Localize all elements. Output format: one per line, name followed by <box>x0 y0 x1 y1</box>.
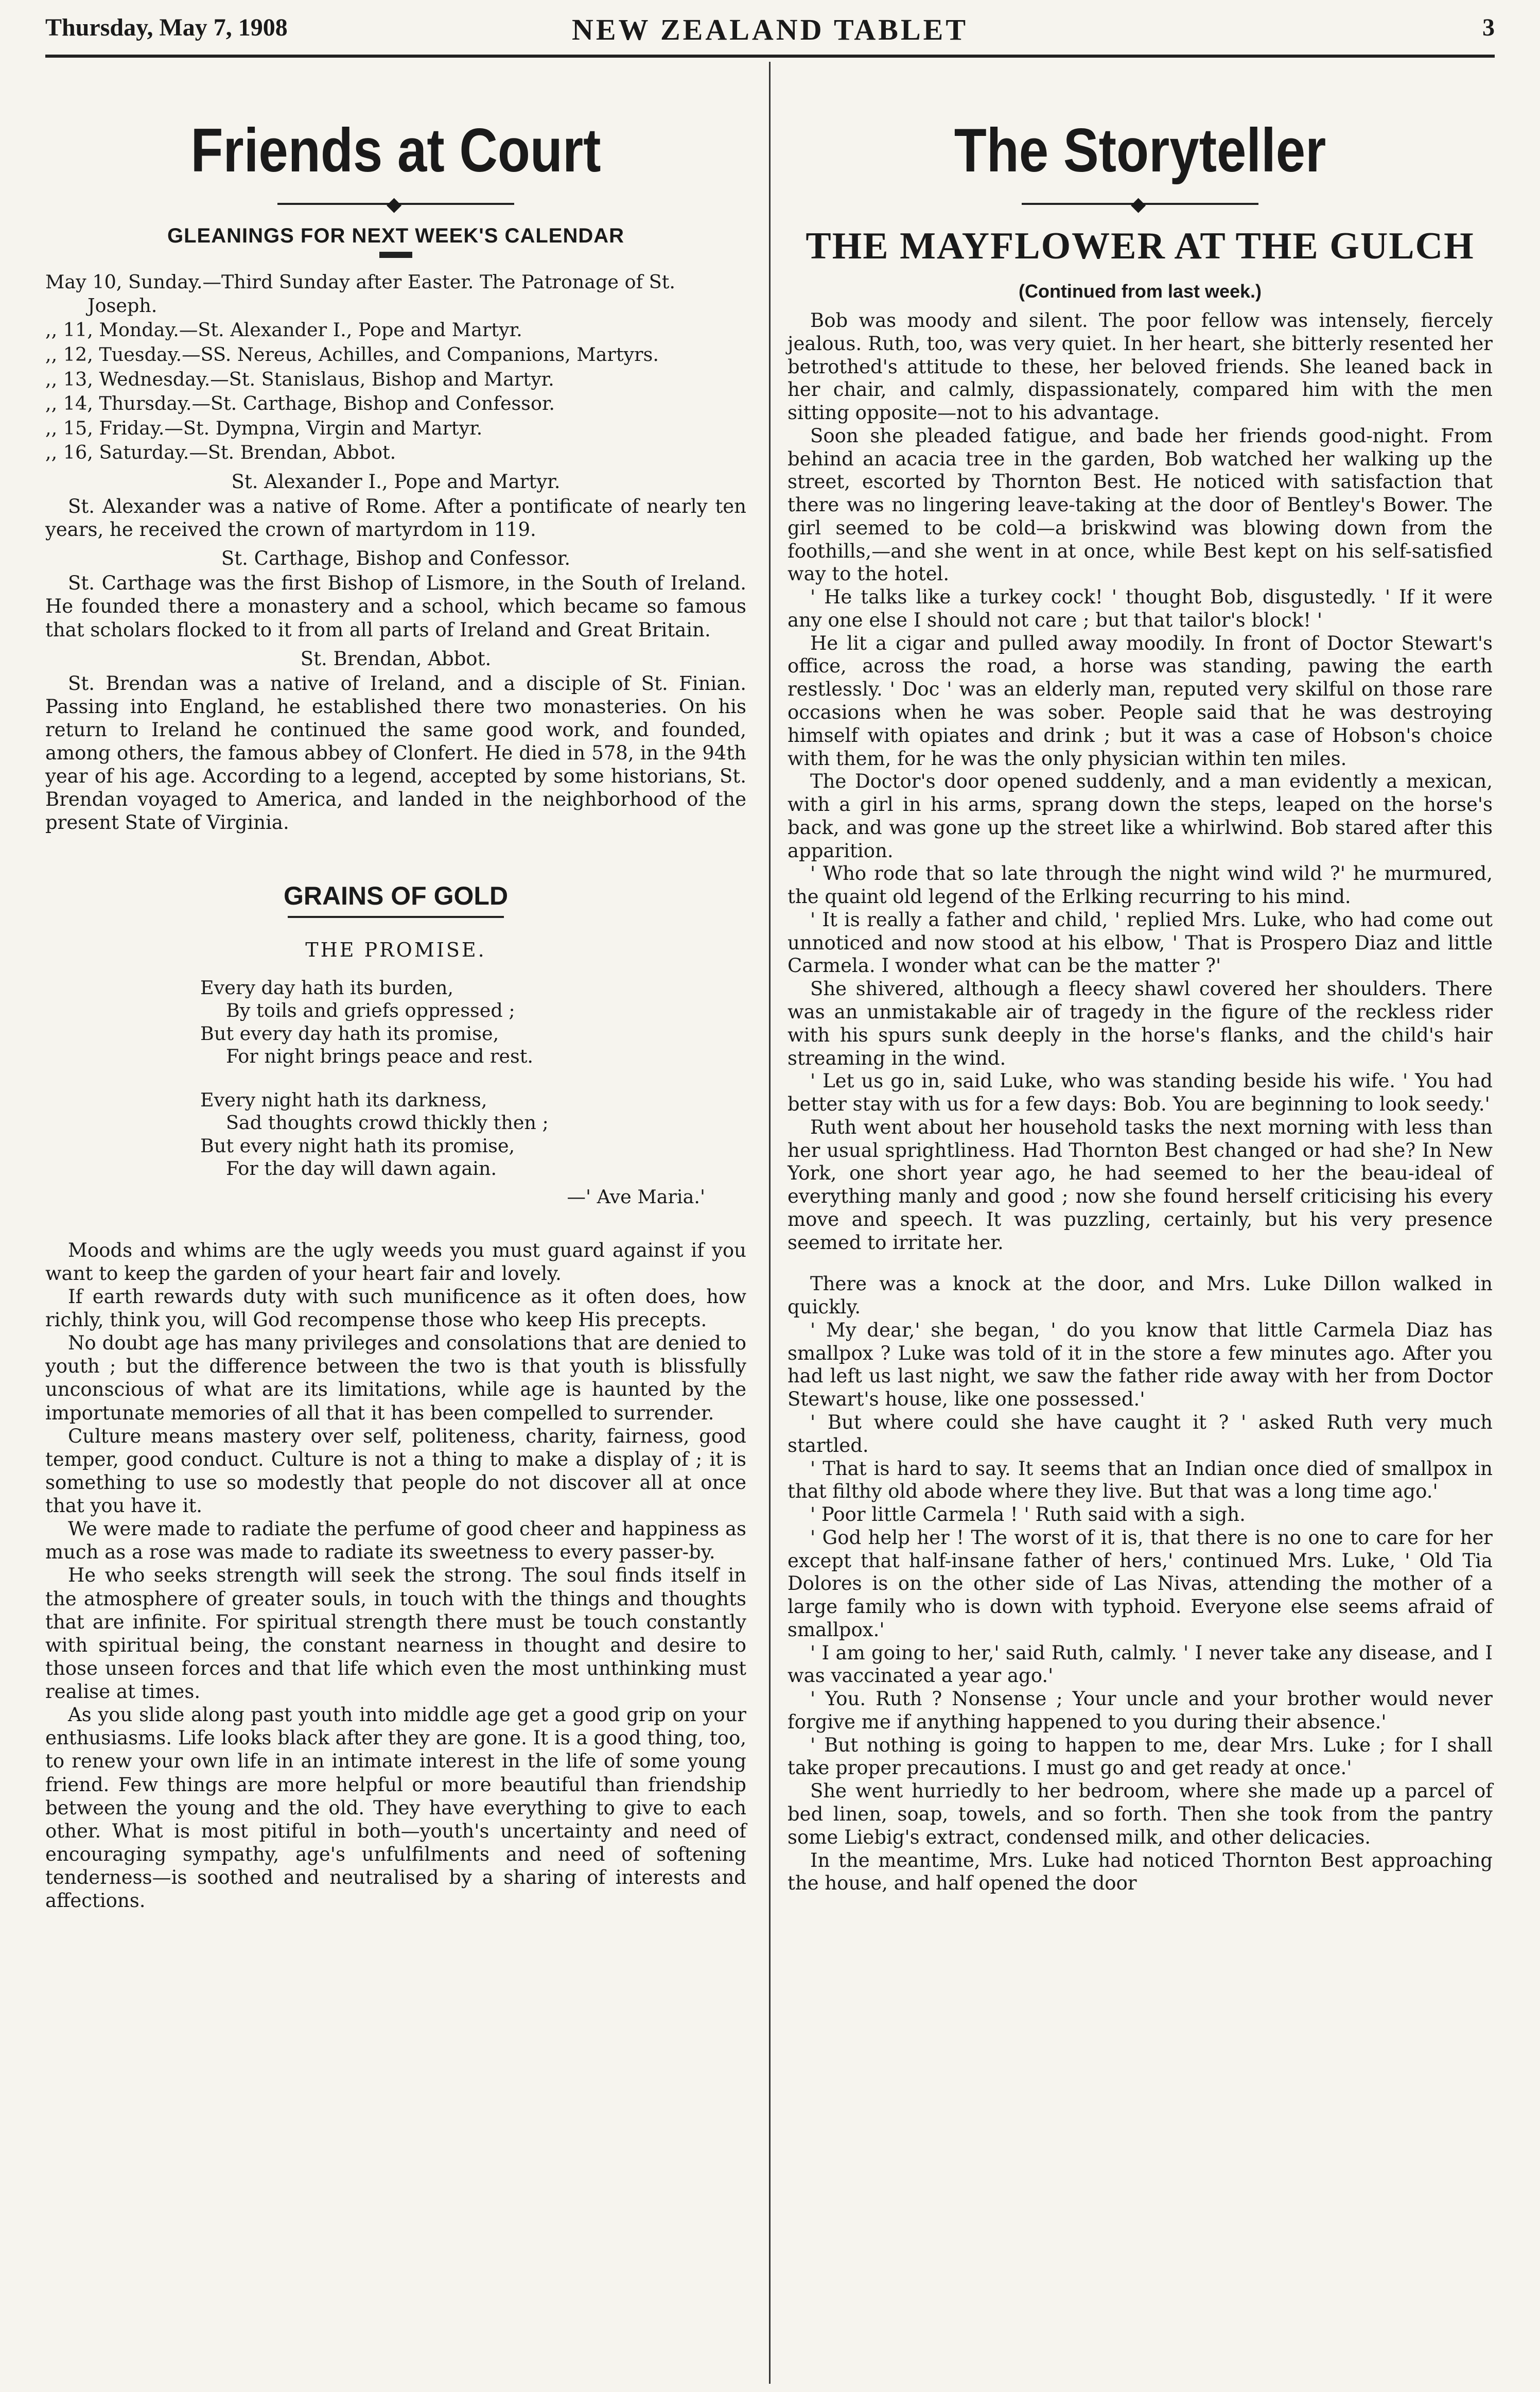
calendar-entry: ,, 11, Monday.—St. Alexander I., Pope and Martyr. <box>45 319 522 341</box>
story-paragraph: ' I am going to her,' said Ruth, calmly. ' I never take any disease, and I was vaccinated a year ago.' <box>787 1641 1493 1687</box>
essay-paragraph: We were made to radiate the perfume of good cheer and happiness as much as a rose was made to radiate its sweetness to every passer-by. <box>45 1518 746 1564</box>
essay-paragraph: No doubt age has many privileges and consolations that are denied to youth ; but the difference between the two is that youth is blissfully unconscious of what are its limitations, while age is haunted by the importunate memories of all that it has been compelled to surrender. <box>45 1332 746 1424</box>
story-paragraph: In the meantime, Mrs. Luke had noticed Thornton Best approaching the house, and half opened the door <box>787 1849 1493 1895</box>
calendar-entry: ,, 15, Friday.—St. Dympna, Virgin and Martyr. <box>45 417 483 439</box>
calendar-entry: ,, 13, Wednesday.—St. Stanislaus, Bishop and Martyr. <box>45 368 554 390</box>
poem-line: For the day will dawn again. <box>226 1157 497 1180</box>
continued-note: (Continued from last week.) <box>1018 281 1262 302</box>
calendar-entry: ,, 16, Saturday.—St. Brendan, Abbot. <box>45 441 396 464</box>
story-paragraph: The Doctor's door opened suddenly, and a man evidently a mexican, with a girl in his arms, sprang down the steps, leaped on the horse's back, and was gone up the street like a whirlwind. Bob stared after this apparition. <box>787 770 1493 862</box>
calendar-list <box>45 270 746 464</box>
calendar-entry: ,, 12, Tuesday.—SS. Nereus, Achilles, and Companions, Martyrs. <box>45 343 659 366</box>
column-rule <box>769 62 771 2384</box>
poem-line: Every day hath its burden, <box>200 976 454 999</box>
newspaper-name: NEW ZEALAND TABLET <box>571 13 969 46</box>
grains-heading: GRAINS OF GOLD <box>283 881 509 910</box>
ornament-rule: ◆ <box>1022 194 1258 214</box>
story-paragraph: She shivered, although a fleecy shawl covered her shoulders. There was an unmistakable air of tragedy in the figure of the reckless rider with his spurs sunk deeply in the horse's flanks, and the child's hair streaming in the wind. <box>787 978 1493 1069</box>
story-paragraph: ' But nothing is going to happen to me, dear Mrs. Luke ; for I shall take proper precautions. I must go and get ready at once.' <box>787 1734 1493 1779</box>
story-paragraph: ' It is really a father and child, ' replied Mrs. Luke, who had come out unnoticed and now stood at his elbow, ' That is Prospero Diaz and little Carmela. I wonder what can be the matter ?' <box>787 908 1493 977</box>
saint-text: St. Carthage was the first Bishop of Lismore, in the South of Ireland. He founded there a monastery and a school, which became so famous that scholars flocked to it from all parts of Ireland and Great Britain. <box>45 572 746 641</box>
saint-heading: St. Alexander I., Pope and Martyr. <box>231 471 561 493</box>
saint-text: St. Alexander was a native of Rome. After a pontificate of nearly ten years, he received the crown of martyrdom in 119. <box>45 495 746 541</box>
right-column <box>787 62 1493 1895</box>
poem-line: By toils and griefs oppressed ; <box>226 999 515 1022</box>
story-paragraph: ' God help her ! The worst of it is, that there is no one to care for her except that half-insane father of hers,' continued Mrs. Luke, ' Old Tia Dolores is on the other side of Las Nivas, attending the mother of a large family who is down with typhoid. Everyone else seems afraid of smallpox.' <box>787 1526 1493 1641</box>
poem-line: For night brings peace and rest. <box>226 1045 534 1068</box>
poem-line: But every day hath its promise, <box>200 1022 499 1045</box>
calendar-subhead: GLEANINGS FOR NEXT WEEK'S CALENDAR <box>167 224 624 247</box>
grains-rule <box>288 916 504 918</box>
story-paragraph: Bob was moody and silent. The poor fellow was intensely, fiercely jealous. Ruth, too, was very quiet. In her heart, she bitterly resented her betrothed's attitude to these, her beloved friends. She leaned back in her chair, and calmly, dispassionately, compared him with the men sitting opposite—not to his advantage. <box>787 309 1493 424</box>
saint-heading: St. Carthage, Bishop and Confessor. <box>221 547 571 570</box>
story-paragraph: She went hurriedly to her bedroom, where she made up a parcel of bed linen, soap, towels, and so forth. Then she took from the pantry some Liebig's extract, condensed milk, and other delicacies. <box>787 1780 1493 1848</box>
essay-paragraph: Moods and whims are the ugly weeds you must guard against if you want to keep the garden of your heart fair and lovely. <box>45 1239 746 1285</box>
left-column <box>45 62 746 1912</box>
calendar-entry: May 10, Sunday.—Third Sunday after Easter. The Patronage of St. Joseph. <box>45 271 675 317</box>
issue-date: Thursday, May 7, 1908 <box>45 14 288 41</box>
ornament-bar <box>379 252 412 258</box>
story-paragraph: ' Poor little Carmela ! ' Ruth said with a sigh. <box>810 1503 1246 1526</box>
section-title-storyteller: The Storyteller <box>954 116 1326 185</box>
story-paragraph: ' You. Ruth ? Nonsense ; Your uncle and your brother would never forgive me if anything happened to you during their absence.' <box>787 1688 1493 1733</box>
essay-paragraph: If earth rewards duty with such munificence as it often does, how richly, think you, will God recompense those who keep His precepts. <box>45 1285 746 1331</box>
story-paragraph: ' Let us go in, said Luke, who was standing beside his wife. ' You had better stay with us for a few days: Bob. You are beginning to look seedy.' <box>787 1070 1493 1116</box>
poem-line: But every night hath its promise, <box>200 1134 515 1157</box>
story-paragraph: ' But where could she have caught it ? ' asked Ruth very much startled. <box>787 1411 1493 1457</box>
story-paragraph: He lit a cigar and pulled away moodily. In front of Doctor Stewart's office, across the road, a horse was standing, pawing the earth restlessly. ' Doc ' was an elderly man, reputed very skilful on those rare occasions when he was sober. People said that he was destroying himself with opiates and drink ; but it was a case of Hobson's choice with them, for he was the only physician within ten miles. <box>787 632 1493 770</box>
essay-paragraph: Culture means mastery over self, politeness, charity, fairness, good temper, good conduct. Culture is not a thing to make a display of ; it is something to use so modestly that people do not discover all at once that you have it. <box>45 1425 746 1517</box>
calendar-entry: ,, 14, Thursday.—St. Carthage, Bishop and Confessor. <box>45 392 555 415</box>
poem-title: THE PROMISE. <box>305 938 486 961</box>
saint-text: St. Brendan was a native of Ireland, and a disciple of St. Finian. Passing into England, he established there two monasteries. On his return to Ireland he continued the same good work, and founded, among others, the famous abbey of Clonfert. He died in 578, in the 94th year of his age. According to a legend, accepted by some historians, St. Brendan voyaged to America, and landed in the neighborhood of the present State of Virginia. <box>45 672 746 834</box>
page-number: 3 <box>1482 14 1495 41</box>
running-head <box>45 5 1495 57</box>
story-paragraph: ' That is hard to say. It seems that an Indian once died of smallpox in that filthy old abode where they live. But that was a long time ago.' <box>787 1457 1493 1503</box>
section-gap <box>787 1254 1493 1273</box>
header-rule <box>45 55 1495 58</box>
story-title: THE MAYFLOWER AT THE GULCH <box>806 225 1475 267</box>
poem-line: Every night hath its darkness, <box>200 1088 487 1111</box>
poem-stanza <box>200 1089 591 1181</box>
section-title-friends: Friends at Court <box>190 116 601 185</box>
story-paragraph: Ruth went about her household tasks the next morning with less than her usual sprightliness. Had Thornton Best changed or had she? In New York, one short year ago, he had seemed to her the beau-ideal of everything manly and good ; now she found herself criticising his every move and speech. It was puzzling, certainly, but his very presence seemed to irritate her. <box>787 1116 1493 1254</box>
story-paragraph: ' He talks like a turkey cock! ' thought Bob, disgustedly. ' If it were any one else I should not care ; but that tailor's block! ' <box>787 586 1493 631</box>
poem-attribution: —' Ave Maria.' <box>567 1185 705 1208</box>
story-paragraph: ' My dear,' she began, ' do you know that little Carmela Diaz has smallpox ? Luke was told of it in the store a few minutes ago. After you had left us last night, we saw the father ride away with her from Doctor Stewart's house, like one possessed.' <box>787 1319 1493 1411</box>
story-paragraph: There was a knock at the door, and Mrs. Luke Dillon walked in quickly. <box>787 1273 1493 1319</box>
poem-stanza <box>200 977 591 1068</box>
story-paragraph: ' Who rode that so late through the night wind wild ?' he murmured, the quaint old legend of the Erlking recurring to his mind. <box>787 862 1493 908</box>
story-paragraph: Soon she pleaded fatigue, and bade her friends good-night. From behind an acacia tree in the garden, Bob watched her walking up the street, escorted by Thornton Best. He noticed with satisfaction that there was no lingering leave-taking at the door of Bentley's Bower. The girl seemed to be cold—a briskwind was blowing down from the foothills,—and she went in at once, while Best kept on his self-satisfied way to the hotel. <box>787 424 1493 585</box>
essay-paragraph: As you slide along past youth into middle age get a good grip on your enthusiasms. Life looks black after they are gone. It is a good thing, too, to renew your own life in an intimate interest in the life of some young friend. Few things are more helpful or more beautiful than friendship between the young and the old. They have everything to give to each other. What is most pitiful in both—youth's uncertainty and need of encouraging sympathy, age's unfulfilments and need of softening tenderness—is soothed and neutralised by a sharing of interests and affections. <box>45 1704 746 1912</box>
essay-paragraph: He who seeks strength will seek the strong. The soul finds itself in the atmosphere of greater souls, in touch with the things and thoughts that are infinite. For spiritual strength there must be touch constantly with spiritual being, the constant nearness in thought and desire to those unseen forces and that life which even the most unthinking must realise at times. <box>45 1564 746 1703</box>
poem-line: Sad thoughts crowd thickly then ; <box>226 1112 549 1134</box>
ornament-rule: ◆ <box>277 194 514 214</box>
saint-heading: St. Brendan, Abbot. <box>300 647 492 670</box>
poem <box>200 977 591 1181</box>
